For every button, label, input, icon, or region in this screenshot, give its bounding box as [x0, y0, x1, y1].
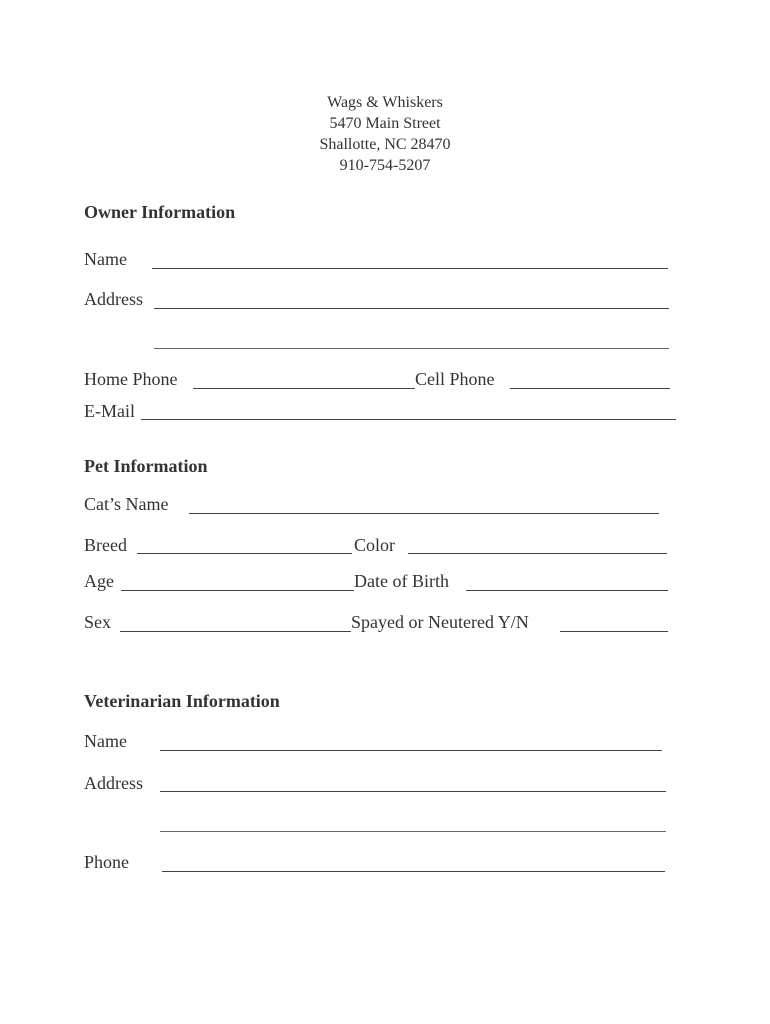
vet-section-title: Veterinarian Information — [84, 691, 280, 711]
owner-section-title: Owner Information — [84, 202, 236, 222]
vet-address-label: Address — [84, 773, 143, 793]
cats-name-field[interactable] — [189, 513, 659, 514]
owner-address-field[interactable] — [154, 308, 669, 309]
vet-address-line2-field[interactable] — [160, 831, 666, 832]
owner-address-line2-field[interactable] — [154, 348, 669, 349]
color-field[interactable] — [408, 553, 667, 554]
owner-address-label: Address — [84, 289, 143, 309]
color-label: Color — [354, 535, 396, 555]
pet-section-title: Pet Information — [84, 456, 208, 476]
business-street: 5470 Main Street — [329, 115, 441, 132]
business-city-state-zip: Shallotte, NC 28470 — [319, 136, 451, 153]
dob-label: Date of Birth — [354, 571, 449, 591]
email-label: E-Mail — [84, 401, 135, 421]
breed-label: Breed — [84, 535, 127, 555]
home-phone-label: Home Phone — [84, 369, 178, 389]
vet-name-label: Name — [84, 731, 127, 751]
vet-name-field[interactable] — [160, 750, 662, 751]
cell-phone-field[interactable] — [510, 388, 670, 389]
age-field[interactable] — [121, 590, 354, 591]
age-label: Age — [84, 571, 114, 591]
sex-field[interactable] — [120, 631, 351, 632]
owner-name-field[interactable] — [152, 268, 668, 269]
home-phone-field[interactable] — [193, 388, 415, 389]
spayed-neutered-label: Spayed or Neutered Y/N — [351, 612, 529, 632]
vet-address-field[interactable] — [160, 791, 666, 792]
business-phone: 910-754-5207 — [339, 157, 431, 174]
email-field[interactable] — [141, 419, 676, 420]
cell-phone-label: Cell Phone — [415, 369, 495, 389]
business-header — [0, 92, 770, 176]
cats-name-label: Cat’s Name — [84, 494, 169, 514]
dob-field[interactable] — [466, 590, 668, 591]
vet-phone-label: Phone — [84, 852, 129, 872]
business-name: Wags & Whiskers — [327, 94, 443, 111]
spayed-neutered-field[interactable] — [560, 631, 668, 632]
sex-label: Sex — [84, 612, 111, 632]
owner-name-label: Name — [84, 249, 127, 269]
breed-field[interactable] — [137, 553, 352, 554]
vet-phone-field[interactable] — [162, 871, 665, 872]
